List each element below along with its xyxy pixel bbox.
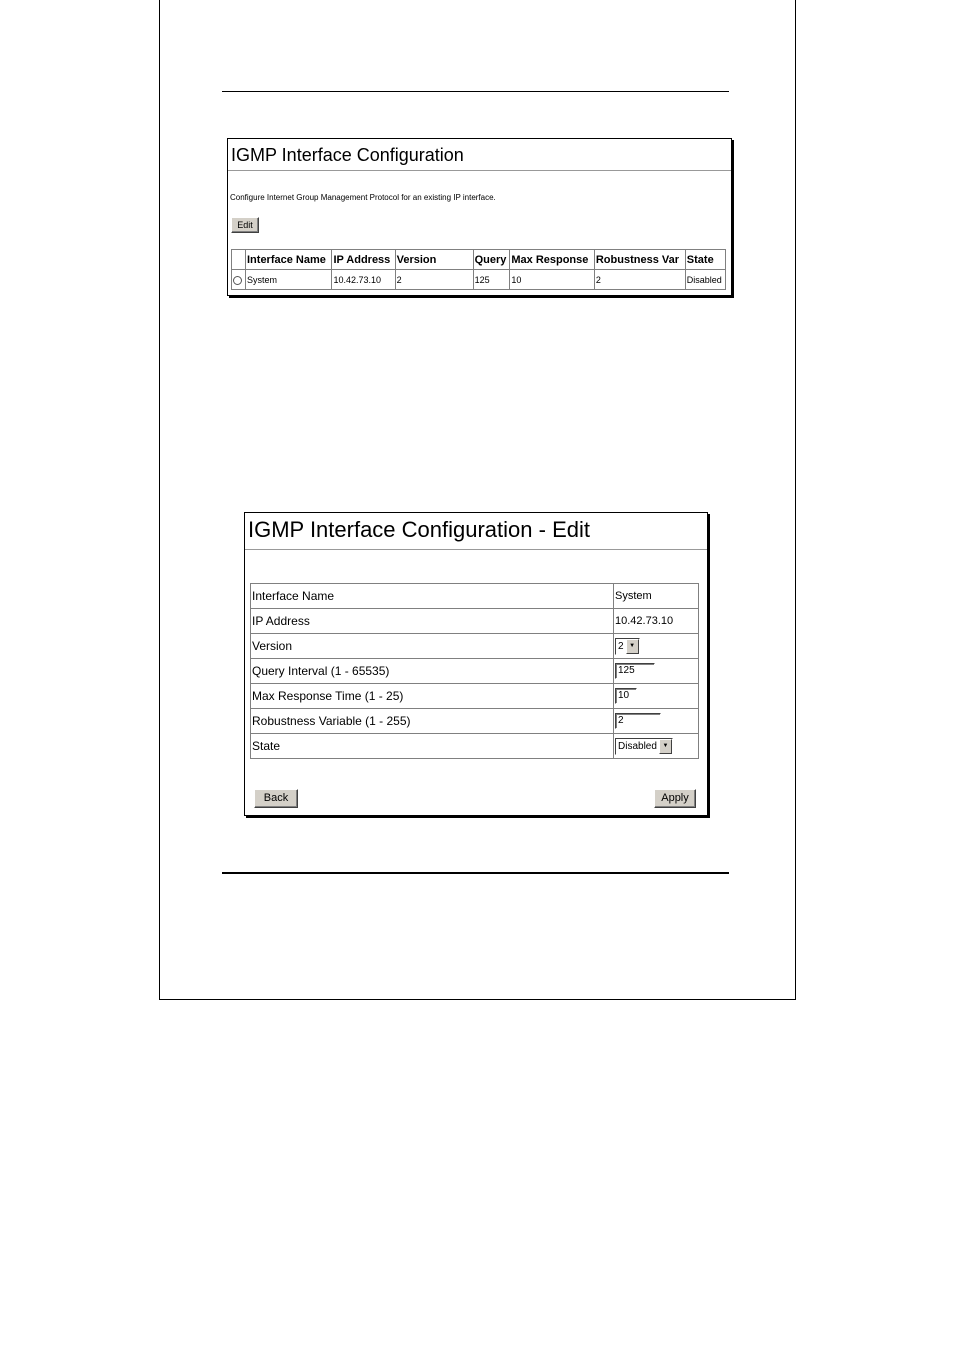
table-header-row (232, 250, 726, 270)
form-row-query-interval (251, 659, 699, 684)
column-header-state: State (685, 250, 725, 270)
robustness-variable-cell (614, 709, 699, 734)
state-select[interactable] (615, 738, 673, 755)
version-cell (614, 634, 699, 659)
chevron-down-icon[interactable]: ▼ (626, 639, 639, 654)
max-response-time-input[interactable]: 10 (615, 688, 637, 704)
edit-button[interactable]: Edit (231, 217, 259, 233)
query-interval-label: Query Interval (1 - 65535) (251, 659, 614, 684)
ip-address-value: 10.42.73.10 (614, 609, 699, 634)
robustness-variable-label: Robustness Variable (1 - 255) (251, 709, 614, 734)
list-panel-title: IGMP Interface Configuration (231, 145, 464, 165)
title-divider (228, 170, 731, 171)
cell-ip-address: 10.42.73.10 (332, 270, 395, 290)
interface-table (231, 249, 726, 290)
cell-interface-name: System (246, 270, 332, 290)
cell-max-response: 10 (510, 270, 595, 290)
cell-state: Disabled (685, 270, 725, 290)
list-panel-description: Configure Internet Group Management Protocol for an existing IP interface. (230, 193, 496, 202)
interface-name-label: Interface Name (251, 584, 614, 609)
form-row-max-response-time (251, 684, 699, 709)
query-interval-input[interactable]: 125 (615, 663, 655, 679)
version-selected-value: 2 (618, 640, 624, 652)
interface-name-value: System (614, 584, 699, 609)
select-column-header (232, 250, 246, 270)
form-row-interface-name (251, 584, 699, 609)
row-radio-button[interactable] (233, 276, 242, 285)
edit-panel-title: IGMP Interface Configuration - Edit (248, 517, 590, 542)
ip-address-label: IP Address (251, 609, 614, 634)
column-header-interface-name: Interface Name (246, 250, 332, 270)
query-interval-cell (614, 659, 699, 684)
row-select-cell (232, 270, 246, 290)
igmp-interface-edit-panel (244, 512, 708, 816)
chevron-down-icon[interactable]: ▼ (659, 739, 672, 754)
table-row (232, 270, 726, 290)
column-header-ip-address: IP Address (332, 250, 395, 270)
form-row-state (251, 734, 699, 759)
form-row-robustness-variable (251, 709, 699, 734)
header-rule (222, 91, 729, 92)
cell-version: 2 (395, 270, 473, 290)
column-header-robustness-var: Robustness Var (594, 250, 685, 270)
apply-button[interactable]: Apply (654, 789, 696, 808)
form-row-version (251, 634, 699, 659)
title-divider (245, 549, 707, 550)
robustness-variable-input[interactable]: 2 (615, 713, 661, 729)
max-response-time-label: Max Response Time (1 - 25) (251, 684, 614, 709)
footer-rule (222, 872, 729, 874)
igmp-interface-list-panel (227, 138, 732, 296)
column-header-query: Query (473, 250, 510, 270)
state-label: State (251, 734, 614, 759)
form-row-ip-address (251, 609, 699, 634)
edit-form-table (250, 583, 699, 759)
cell-query: 125 (473, 270, 510, 290)
state-cell (614, 734, 699, 759)
max-response-time-cell (614, 684, 699, 709)
column-header-version: Version (395, 250, 473, 270)
state-selected-value: Disabled (618, 740, 657, 752)
version-label: Version (251, 634, 614, 659)
cell-robustness-var: 2 (594, 270, 685, 290)
column-header-max-response: Max Response (510, 250, 595, 270)
back-button[interactable]: Back (254, 789, 298, 808)
version-select[interactable] (615, 638, 640, 655)
